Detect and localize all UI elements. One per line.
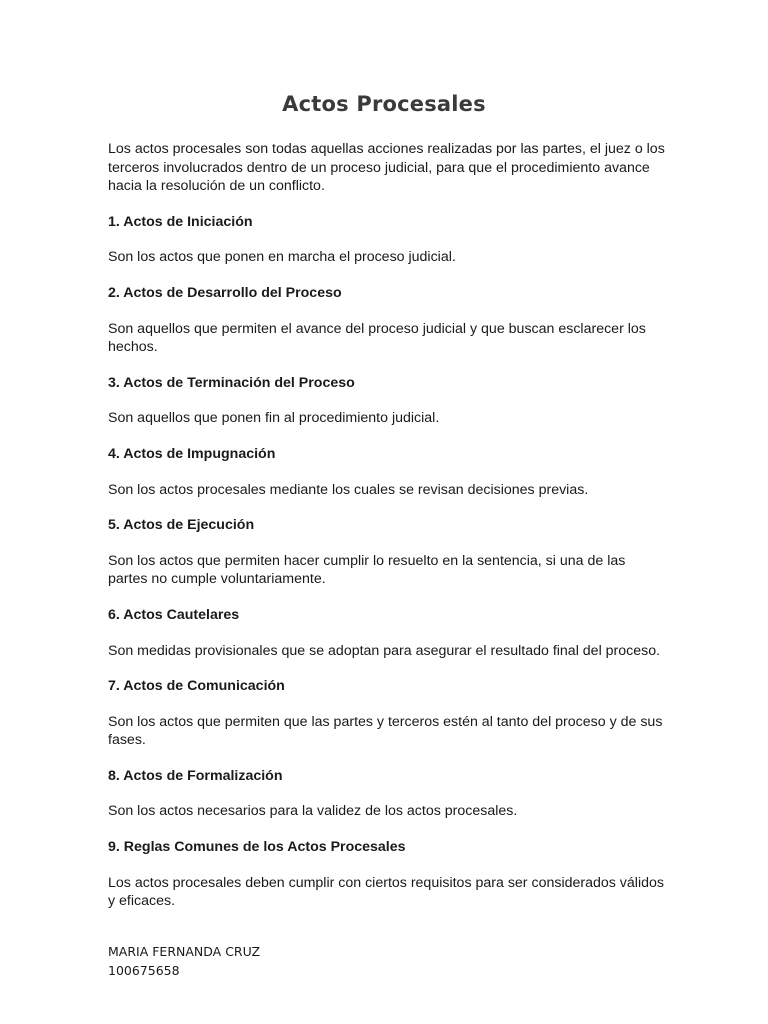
section-text: Son los actos procesales mediante los cuales se revisan decisiones previas.: [108, 481, 589, 498]
author-name: MARIA FERNANDA CRUZ: [108, 944, 261, 959]
section-text: Son aquellos que permiten el avance del proceso judicial y que buscan esclarecer los hechos.: [108, 320, 646, 356]
section-9: [108, 838, 668, 911]
document-title: Actos Procesales: [282, 92, 486, 116]
section-text: Son los actos que permiten que las partes y terceros estén al tanto del proceso y de sus fases.: [108, 713, 663, 749]
section-4: [108, 445, 668, 499]
section-heading: 1. Actos de Iniciación: [108, 213, 253, 230]
section-8: [108, 767, 668, 821]
document-footer: [108, 943, 260, 980]
student-id: 100675658: [108, 962, 180, 978]
section-heading: 8. Actos de Formalización: [108, 767, 283, 784]
intro-paragraph: Los actos procesales son todas aquellas acciones realizadas por las partes, el juez o los terceros involucrados dentro de un proceso judicial, para que el procedimiento avance hacia la resolución de un conflicto.: [108, 141, 665, 195]
section-text: Son medidas provisionales que se adoptan para asegurar el resultado final del proceso.: [108, 642, 661, 659]
section-text: Los actos procesales deben cumplir con ciertos requisitos para ser considerados válidos y eficaces.: [108, 874, 664, 910]
section-1: [108, 213, 668, 267]
section-text: Son los actos que permiten hacer cumplir lo resuelto en la sentencia, si una de las partes no cumple voluntariamente.: [108, 552, 626, 588]
section-heading: 2. Actos de Desarrollo del Proceso: [108, 284, 342, 301]
section-heading: 3. Actos de Terminación del Proceso: [108, 374, 355, 391]
section-6: [108, 606, 668, 660]
section-text: Son los actos que ponen en marcha el proceso judicial.: [108, 249, 456, 266]
section-heading: 9. Reglas Comunes de los Actos Procesales: [108, 839, 406, 856]
document-body: [108, 140, 668, 928]
section-text: Son aquellos que ponen fin al procedimiento judicial.: [108, 410, 440, 427]
section-text: Son los actos necesarios para la validez de los actos procesales.: [108, 803, 518, 820]
section-heading: 5. Actos de Ejecución: [108, 517, 255, 534]
section-2: [108, 284, 668, 357]
section-3: [108, 374, 668, 428]
section-heading: 4. Actos de Impugnación: [108, 445, 276, 462]
section-7: [108, 677, 668, 750]
section-5: [108, 516, 668, 589]
section-heading: 6. Actos Cautelares: [108, 606, 240, 623]
section-heading: 7. Actos de Comunicación: [108, 678, 285, 695]
